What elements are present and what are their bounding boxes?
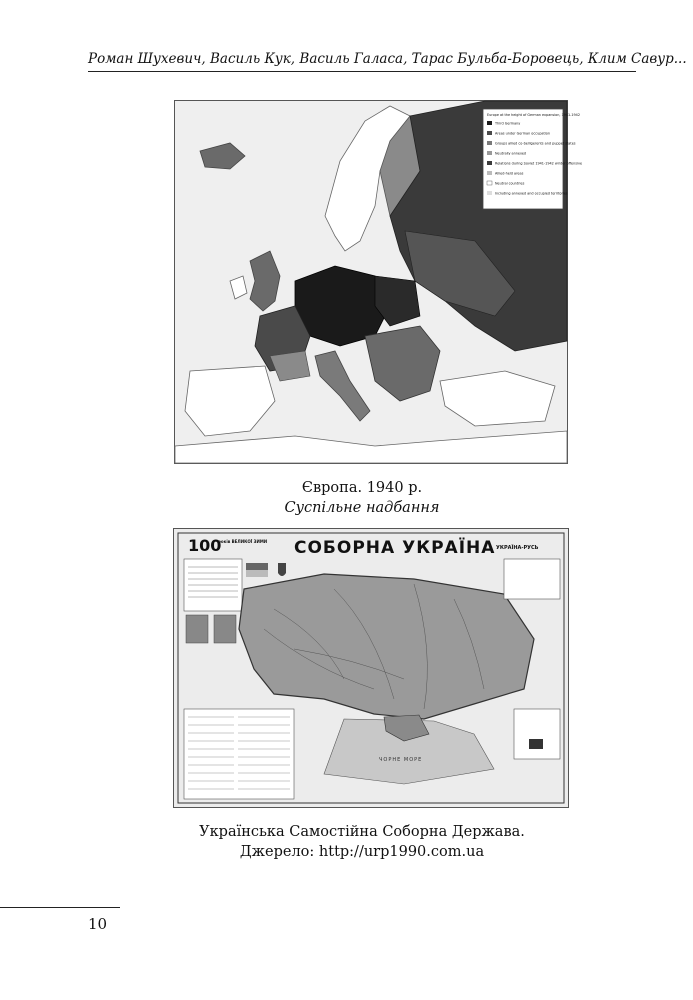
legend-swatch [487, 171, 492, 175]
figure2-caption-source: Джерело: http://urp1990.com.ua [239, 844, 485, 860]
legend-swatch [487, 141, 492, 145]
legend-swatch [487, 131, 492, 135]
sea-label: ЧОРНЕ МОРЕ [379, 757, 423, 763]
ukraine-poster-map [174, 529, 568, 807]
legend-item: Including annexed and occupied territories [495, 191, 568, 196]
legend-item: Neutral countries [495, 181, 525, 186]
inset-map-bottom [514, 709, 560, 759]
inset-detail [529, 739, 543, 749]
poster-title: СОБОРНА УКРАЇНА [294, 538, 496, 558]
europe-map-figure [174, 100, 583, 464]
legend-item: Relations during Soviet 1941-1942 winter offensive [495, 161, 583, 166]
footer-rule [0, 907, 120, 908]
legend-item: Third Germany [495, 121, 521, 126]
ukraine-map-figure [173, 528, 569, 808]
legend-title: Europe at the height of German expansion, 1941-1942 [487, 113, 580, 117]
legend-swatch [487, 161, 492, 165]
page-number: 10 [88, 915, 108, 933]
legend-swatch [487, 181, 492, 185]
figure1-caption-source: Суспільне надбання [284, 500, 440, 516]
legend-swatch [487, 151, 492, 155]
text-block [184, 709, 294, 799]
running-header: Роман Шухевич, Василь Кук, Василь Галаса, Тарас Бульба-Боровець, Клим Савур... [88, 51, 687, 67]
inset-map-top [504, 559, 560, 599]
legend-item: Groups allied co-belligerents and puppet states [495, 141, 576, 146]
emblem-icon [278, 563, 286, 576]
europe-map [175, 101, 583, 463]
portrait-left [186, 615, 208, 643]
figure2-caption-title: Українська Самостійна Соборна Держава. [199, 824, 525, 840]
banner-subtitle: років ВЕЛИКОЇ ЗИМИ [218, 539, 268, 544]
header-rule [88, 71, 636, 72]
legend-swatch [487, 121, 492, 125]
portrait-right [214, 615, 236, 643]
legend-item: Areas under German occupation [495, 131, 550, 136]
legend-item: Allied-held areas [495, 171, 524, 176]
figure1-caption-title: Європа. 1940 р. [301, 480, 423, 496]
flag-top [246, 563, 268, 570]
legend-item: Neutrally annexed [495, 151, 527, 156]
flag-bottom [246, 570, 268, 577]
legend-swatch [487, 191, 492, 195]
top-right-label: УКРАЇНА-РУСЬ [496, 545, 539, 551]
banner-number: 100 [188, 536, 222, 555]
